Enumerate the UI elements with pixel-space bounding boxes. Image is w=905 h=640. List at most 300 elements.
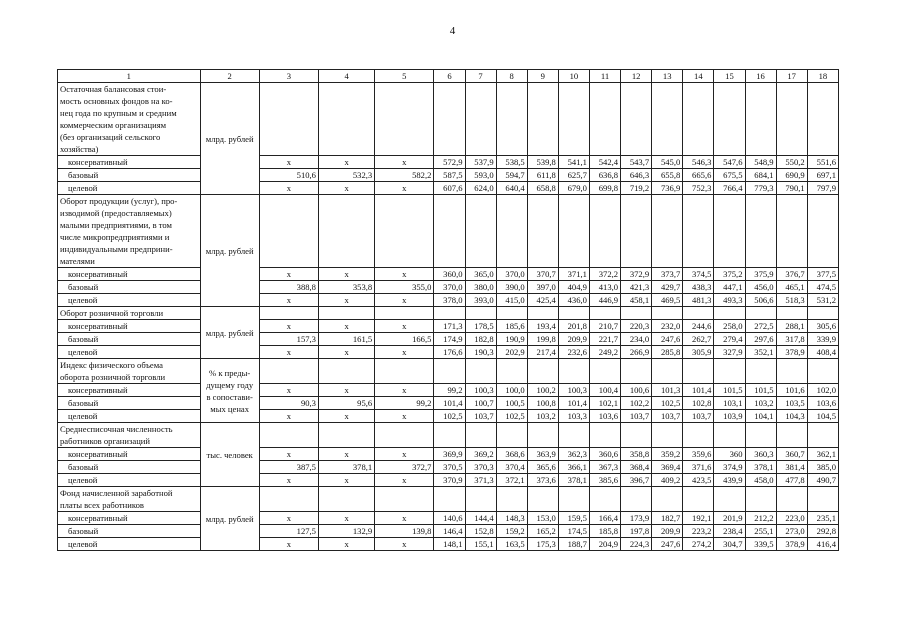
- value-cell: 646,3: [621, 169, 652, 182]
- empty-cell: [714, 195, 745, 268]
- unit-line: в сопостави-: [206, 391, 253, 402]
- value-cell: 166,5: [375, 333, 434, 346]
- empty-cell: [465, 423, 496, 448]
- value-cell: 380,0: [465, 281, 496, 294]
- value-cell: 247,6: [652, 333, 683, 346]
- value-cell: 161,5: [318, 333, 374, 346]
- column-header: 1: [58, 70, 201, 83]
- value-cell: 397,0: [527, 281, 558, 294]
- value-cell: 458,0: [745, 474, 776, 487]
- column-header: 3: [259, 70, 318, 83]
- empty-cell: [318, 195, 374, 268]
- value-cell: 140,6: [434, 512, 465, 525]
- indicator-name-line: хозяйства): [60, 144, 99, 154]
- block-title-row: [58, 83, 839, 156]
- value-cell: 374,5: [683, 268, 714, 281]
- value-cell: 148,3: [496, 512, 527, 525]
- value-cell: 102,0: [807, 384, 838, 397]
- value-cell: 458,1: [621, 294, 652, 307]
- value-cell: 370,3: [465, 461, 496, 474]
- scenario-row: [58, 448, 839, 461]
- scenario-row: [58, 156, 839, 169]
- value-cell: 102,2: [621, 397, 652, 410]
- value-cell: 531,2: [807, 294, 838, 307]
- value-cell: 272,5: [745, 320, 776, 333]
- value-cell: 152,8: [465, 525, 496, 538]
- value-cell: x: [375, 182, 434, 195]
- empty-cell: [465, 359, 496, 384]
- value-cell: 543,7: [621, 156, 652, 169]
- indicator-name-line: малыми предприятиями, в том: [60, 220, 172, 230]
- scenario-row: [58, 346, 839, 359]
- scenario-row: [58, 169, 839, 182]
- block-title-row: [58, 423, 839, 448]
- value-cell: x: [375, 474, 434, 487]
- indicator-name: [58, 423, 201, 448]
- unit-cell: [200, 83, 259, 195]
- value-cell: 146,4: [434, 525, 465, 538]
- value-cell: 697,1: [807, 169, 838, 182]
- value-cell: 360,7: [776, 448, 807, 461]
- indicator-name: [58, 359, 201, 384]
- value-cell: 365,0: [465, 268, 496, 281]
- value-cell: 369,2: [465, 448, 496, 461]
- value-cell: 209,9: [652, 525, 683, 538]
- value-cell: 202,9: [496, 346, 527, 359]
- value-cell: 416,4: [807, 538, 838, 551]
- value-cell: 100,5: [496, 397, 527, 410]
- value-cell: 171,3: [434, 320, 465, 333]
- value-cell: 385,6: [589, 474, 620, 487]
- value-cell: 244,6: [683, 320, 714, 333]
- value-cell: 506,6: [745, 294, 776, 307]
- value-cell: 100,3: [465, 384, 496, 397]
- scenario-row: [58, 320, 839, 333]
- value-cell: 255,1: [745, 525, 776, 538]
- value-cell: 396,7: [621, 474, 652, 487]
- empty-cell: [465, 307, 496, 320]
- value-cell: 103,7: [652, 410, 683, 423]
- value-cell: 684,1: [745, 169, 776, 182]
- value-cell: 102,5: [496, 410, 527, 423]
- value-cell: 103,7: [683, 410, 714, 423]
- empty-cell: [434, 487, 465, 512]
- unit-cell: [200, 487, 259, 551]
- empty-cell: [589, 487, 620, 512]
- value-cell: 197,8: [621, 525, 652, 538]
- empty-cell: [589, 83, 620, 156]
- value-cell: 408,4: [807, 346, 838, 359]
- value-cell: 190,9: [496, 333, 527, 346]
- value-cell: 542,4: [589, 156, 620, 169]
- value-cell: x: [318, 384, 374, 397]
- indicator-name-line: платы всех работников: [60, 500, 144, 510]
- value-cell: 766,4: [714, 182, 745, 195]
- value-cell: 385,0: [807, 461, 838, 474]
- indicator-name-line: (без организаций сельского: [60, 132, 161, 142]
- scenario-label: консервативный: [58, 512, 201, 525]
- column-header: 7: [465, 70, 496, 83]
- empty-cell: [807, 195, 838, 268]
- value-cell: 210,7: [589, 320, 620, 333]
- value-cell: 165,2: [527, 525, 558, 538]
- value-cell: 404,9: [558, 281, 589, 294]
- empty-cell: [683, 423, 714, 448]
- column-header: 18: [807, 70, 838, 83]
- empty-cell: [714, 423, 745, 448]
- column-header: 2: [200, 70, 259, 83]
- scenario-label: целевой: [58, 182, 201, 195]
- value-cell: 518,3: [776, 294, 807, 307]
- value-cell: 352,1: [745, 346, 776, 359]
- empty-cell: [714, 487, 745, 512]
- value-cell: 736,9: [652, 182, 683, 195]
- empty-cell: [558, 359, 589, 384]
- unit-cell: [200, 359, 259, 423]
- value-cell: 378,1: [745, 461, 776, 474]
- empty-cell: [259, 307, 318, 320]
- empty-cell: [558, 487, 589, 512]
- value-cell: x: [259, 156, 318, 169]
- indicator-name-line: индивидуальными предприни-: [60, 244, 173, 254]
- column-header: 10: [558, 70, 589, 83]
- value-cell: 185,6: [496, 320, 527, 333]
- value-cell: 372,1: [496, 474, 527, 487]
- empty-cell: [527, 83, 558, 156]
- value-cell: 132,9: [318, 525, 374, 538]
- empty-cell: [745, 307, 776, 320]
- value-cell: 541,1: [558, 156, 589, 169]
- value-cell: 159,5: [558, 512, 589, 525]
- value-cell: 101,4: [683, 384, 714, 397]
- value-cell: x: [259, 346, 318, 359]
- value-cell: 447,1: [714, 281, 745, 294]
- block-title-row: [58, 359, 839, 384]
- empty-cell: [527, 307, 558, 320]
- unit-line: млрд. рублей: [205, 327, 254, 338]
- value-cell: 371,1: [558, 268, 589, 281]
- value-cell: 537,9: [465, 156, 496, 169]
- value-cell: 372,9: [621, 268, 652, 281]
- indicator-name: [58, 83, 201, 156]
- value-cell: 510,6: [259, 169, 318, 182]
- empty-cell: [375, 307, 434, 320]
- empty-cell: [558, 423, 589, 448]
- value-cell: x: [375, 384, 434, 397]
- value-cell: 201,9: [714, 512, 745, 525]
- value-cell: 369,4: [652, 461, 683, 474]
- value-cell: 247,6: [652, 538, 683, 551]
- value-cell: 594,7: [496, 169, 527, 182]
- scenario-label: консервативный: [58, 156, 201, 169]
- column-header: 13: [652, 70, 683, 83]
- value-cell: 235,1: [807, 512, 838, 525]
- value-cell: 370,0: [496, 268, 527, 281]
- value-cell: 103,9: [714, 410, 745, 423]
- value-cell: x: [318, 346, 374, 359]
- empty-cell: [807, 487, 838, 512]
- empty-cell: [807, 83, 838, 156]
- value-cell: 339,5: [745, 538, 776, 551]
- value-cell: 174,9: [434, 333, 465, 346]
- scenario-row: [58, 333, 839, 346]
- value-cell: 370,5: [434, 461, 465, 474]
- empty-cell: [375, 195, 434, 268]
- scenario-label: целевой: [58, 294, 201, 307]
- value-cell: 101,6: [776, 384, 807, 397]
- empty-cell: [652, 307, 683, 320]
- indicator-name: [58, 195, 201, 268]
- value-cell: 274,2: [683, 538, 714, 551]
- empty-cell: [434, 359, 465, 384]
- unit-line: тыс. человек: [206, 449, 253, 460]
- value-cell: 378,0: [434, 294, 465, 307]
- value-cell: 371,3: [465, 474, 496, 487]
- column-header: 14: [683, 70, 714, 83]
- empty-cell: [558, 195, 589, 268]
- empty-cell: [683, 307, 714, 320]
- value-cell: 532,3: [318, 169, 374, 182]
- value-cell: 249,2: [589, 346, 620, 359]
- empty-cell: [683, 83, 714, 156]
- value-cell: 378,9: [776, 538, 807, 551]
- scenario-row: [58, 384, 839, 397]
- value-cell: 377,5: [807, 268, 838, 281]
- value-cell: 199,8: [527, 333, 558, 346]
- indicator-name-line: мателями: [60, 256, 95, 266]
- value-cell: 421,3: [621, 281, 652, 294]
- empty-cell: [558, 83, 589, 156]
- value-cell: 593,0: [465, 169, 496, 182]
- value-cell: 538,5: [496, 156, 527, 169]
- scenario-label: базовый: [58, 333, 201, 346]
- indicator-name-line: Оборот розничной торговли: [60, 308, 164, 318]
- value-cell: x: [375, 268, 434, 281]
- value-cell: 100,6: [621, 384, 652, 397]
- value-cell: 360,6: [589, 448, 620, 461]
- value-cell: 547,6: [714, 156, 745, 169]
- empty-cell: [621, 83, 652, 156]
- value-cell: 436,0: [558, 294, 589, 307]
- empty-cell: [807, 423, 838, 448]
- value-cell: x: [318, 182, 374, 195]
- value-cell: 378,9: [776, 346, 807, 359]
- value-cell: 367,3: [589, 461, 620, 474]
- value-cell: 779,3: [745, 182, 776, 195]
- value-cell: 372,7: [375, 461, 434, 474]
- value-cell: 387,5: [259, 461, 318, 474]
- empty-cell: [375, 83, 434, 156]
- empty-cell: [496, 195, 527, 268]
- value-cell: 423,5: [683, 474, 714, 487]
- value-cell: 173,9: [621, 512, 652, 525]
- value-cell: 101,3: [652, 384, 683, 397]
- empty-cell: [745, 359, 776, 384]
- value-cell: 127,5: [259, 525, 318, 538]
- value-cell: 102,5: [434, 410, 465, 423]
- value-cell: 192,1: [683, 512, 714, 525]
- indicator-name-line: Фонд начисленной заработной: [60, 488, 173, 498]
- value-cell: 100,2: [527, 384, 558, 397]
- block-title-row: [58, 487, 839, 512]
- unit-line: млрд. рублей: [205, 245, 254, 256]
- indicator-name-line: коммерческим организациям: [60, 120, 167, 130]
- empty-cell: [714, 359, 745, 384]
- page-number: 4: [449, 25, 456, 37]
- indicator-name: [58, 307, 201, 320]
- value-cell: 258,0: [714, 320, 745, 333]
- value-cell: 100,8: [527, 397, 558, 410]
- value-cell: x: [375, 294, 434, 307]
- value-cell: 190,3: [465, 346, 496, 359]
- value-cell: 358,8: [621, 448, 652, 461]
- value-cell: 292,8: [807, 525, 838, 538]
- value-cell: 368,6: [496, 448, 527, 461]
- value-cell: 101,5: [714, 384, 745, 397]
- empty-cell: [745, 83, 776, 156]
- value-cell: 99,2: [434, 384, 465, 397]
- value-cell: 548,9: [745, 156, 776, 169]
- value-cell: 375,9: [745, 268, 776, 281]
- scenario-label: базовый: [58, 281, 201, 294]
- value-cell: 675,5: [714, 169, 745, 182]
- empty-cell: [527, 423, 558, 448]
- empty-cell: [318, 359, 374, 384]
- value-cell: 182,7: [652, 512, 683, 525]
- empty-cell: [745, 423, 776, 448]
- value-cell: 144,4: [465, 512, 496, 525]
- value-cell: x: [259, 268, 318, 281]
- value-cell: x: [318, 474, 374, 487]
- value-cell: x: [318, 512, 374, 525]
- value-cell: 362,3: [558, 448, 589, 461]
- empty-cell: [621, 359, 652, 384]
- empty-cell: [776, 83, 807, 156]
- value-cell: x: [259, 474, 318, 487]
- value-cell: 95,6: [318, 397, 374, 410]
- value-cell: 224,3: [621, 538, 652, 551]
- unit-line: млрд. рублей: [205, 513, 254, 524]
- value-cell: 104,5: [807, 410, 838, 423]
- empty-cell: [465, 83, 496, 156]
- value-cell: 797,9: [807, 182, 838, 195]
- value-cell: 370,9: [434, 474, 465, 487]
- value-cell: 103,2: [745, 397, 776, 410]
- value-cell: 481,3: [683, 294, 714, 307]
- value-cell: x: [259, 182, 318, 195]
- value-cell: 359,2: [652, 448, 683, 461]
- empty-cell: [259, 359, 318, 384]
- indicator-name-line: работников организаций: [60, 436, 150, 446]
- value-cell: 217,4: [527, 346, 558, 359]
- scenario-row: [58, 397, 839, 410]
- scenario-label: консервативный: [58, 384, 201, 397]
- column-header: 5: [375, 70, 434, 83]
- value-cell: x: [318, 410, 374, 423]
- value-cell: 636,8: [589, 169, 620, 182]
- value-cell: 690,9: [776, 169, 807, 182]
- value-cell: 176,6: [434, 346, 465, 359]
- value-cell: 469,5: [652, 294, 683, 307]
- value-cell: 474,5: [807, 281, 838, 294]
- unit-cell: [200, 195, 259, 307]
- column-header: 9: [527, 70, 558, 83]
- forecast-table: [57, 69, 839, 551]
- value-cell: 103,3: [558, 410, 589, 423]
- value-cell: 327,9: [714, 346, 745, 359]
- empty-cell: [527, 195, 558, 268]
- empty-cell: [496, 487, 527, 512]
- value-cell: 409,2: [652, 474, 683, 487]
- value-cell: 388,8: [259, 281, 318, 294]
- value-cell: 174,5: [558, 525, 589, 538]
- block-title-row: [58, 195, 839, 268]
- empty-cell: [589, 195, 620, 268]
- indicator-name-line: Остаточная балансовая стои-: [60, 84, 167, 94]
- value-cell: 178,5: [465, 320, 496, 333]
- value-cell: 607,6: [434, 182, 465, 195]
- value-cell: 370,7: [527, 268, 558, 281]
- scenario-row: [58, 281, 839, 294]
- empty-cell: [652, 195, 683, 268]
- value-cell: 545,0: [652, 156, 683, 169]
- value-cell: 139,8: [375, 525, 434, 538]
- value-cell: x: [259, 294, 318, 307]
- empty-cell: [589, 359, 620, 384]
- empty-cell: [652, 359, 683, 384]
- value-cell: 221,7: [589, 333, 620, 346]
- value-cell: 103,6: [807, 397, 838, 410]
- value-cell: 90,3: [259, 397, 318, 410]
- empty-cell: [558, 307, 589, 320]
- value-cell: x: [259, 410, 318, 423]
- empty-cell: [259, 423, 318, 448]
- value-cell: 166,4: [589, 512, 620, 525]
- scenario-label: целевой: [58, 474, 201, 487]
- scenario-label: целевой: [58, 346, 201, 359]
- value-cell: 372,2: [589, 268, 620, 281]
- value-cell: 582,2: [375, 169, 434, 182]
- value-cell: x: [259, 512, 318, 525]
- empty-cell: [714, 83, 745, 156]
- value-cell: 370,4: [496, 461, 527, 474]
- value-cell: 359,6: [683, 448, 714, 461]
- empty-cell: [496, 83, 527, 156]
- value-cell: 752,3: [683, 182, 714, 195]
- empty-cell: [318, 423, 374, 448]
- value-cell: 100,0: [496, 384, 527, 397]
- value-cell: 104,3: [776, 410, 807, 423]
- value-cell: 366,1: [558, 461, 589, 474]
- value-cell: 587,5: [434, 169, 465, 182]
- table-header-row: [58, 70, 839, 83]
- column-header: 16: [745, 70, 776, 83]
- value-cell: 551,6: [807, 156, 838, 169]
- value-cell: 625,7: [558, 169, 589, 182]
- value-cell: 490,7: [807, 474, 838, 487]
- value-cell: 102,5: [652, 397, 683, 410]
- value-cell: 100,7: [465, 397, 496, 410]
- unit-line: % к преды-: [209, 367, 251, 378]
- value-cell: 182,8: [465, 333, 496, 346]
- indicator-name-line: оборота розничной торговли: [60, 372, 166, 382]
- scenario-row: [58, 512, 839, 525]
- unit-line: млрд. рублей: [205, 133, 254, 144]
- empty-cell: [621, 487, 652, 512]
- value-cell: 103,5: [776, 397, 807, 410]
- value-cell: 185,8: [589, 525, 620, 538]
- value-cell: 353,8: [318, 281, 374, 294]
